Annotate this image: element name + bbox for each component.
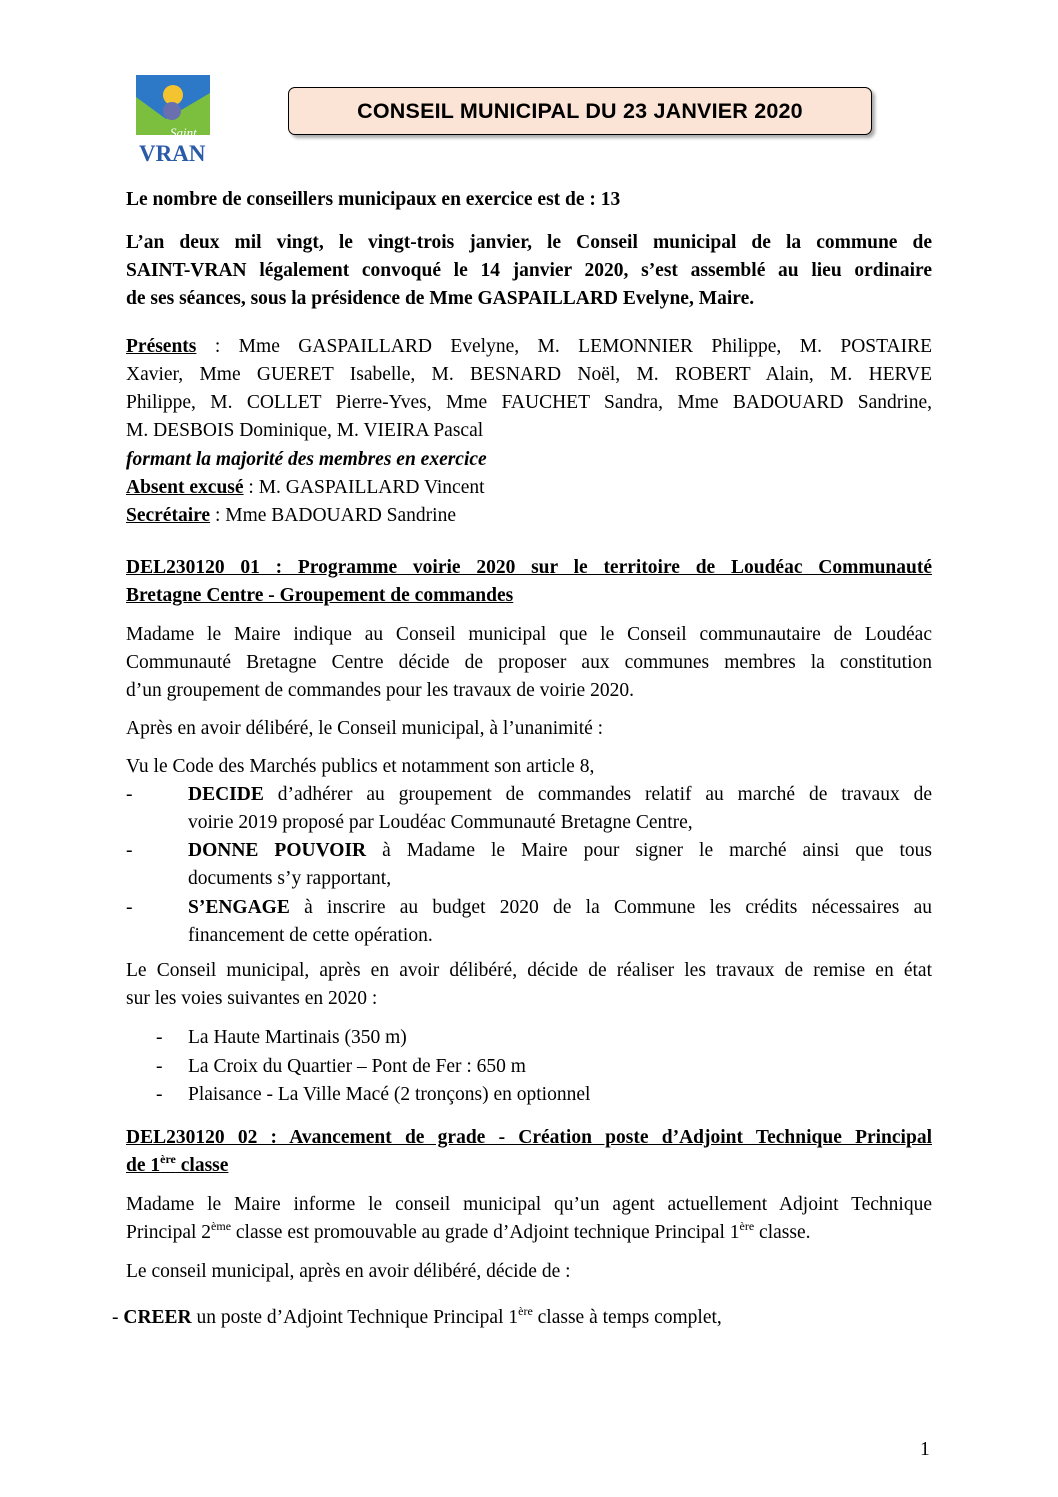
road-item: La Haute Martinais (350 m) [188,1027,407,1048]
meeting-title: CONSEIL MUNICIPAL DU 23 JANVIER 2020 [357,98,803,123]
road-dash: - [156,1056,163,1077]
road-dash: - [156,1084,163,1105]
del2-heading-part: de 1 [126,1155,161,1176]
decide-line-1 [188,783,932,807]
del1-para4-line-2: sur les voies suivantes en 2020 : [126,988,378,1009]
del2-heading-part: classe [175,1155,229,1176]
del2-para1-sup: ère [739,1219,755,1233]
del2-para1-line-2 [126,1221,932,1245]
del2-para1-sup: ème [211,1219,232,1233]
page-number: 1 [920,1439,930,1460]
creer-line [112,1306,918,1330]
engage-line-2: financement de cette opération. [188,925,433,946]
pouvoir-dash: - [126,840,133,861]
councillor-count: Le nombre de conseillers municipaux en exercice est de : 13 [126,189,621,210]
intro-line-2: SAINT-VRAN légalement convoqué le 14 janvier 2020, s’est assemblé au lieu ordinaire [126,260,932,281]
creer-text: classe à temps complet, [532,1307,722,1328]
absent-label: Absent excusé [126,477,244,498]
presents-label: Présents [126,336,197,357]
del1-para1-line-1: Madame le Maire indique au Conseil municipal que le Conseil communautaire de Loudéac [126,624,932,645]
logo-big-text: VRAN [139,141,206,165]
pouvoir-line-2: documents s’y rapportant, [188,868,392,889]
presents-line-3: Philippe, M. COLLET Pierre-Yves, Mme FAUCHET Sandra, Mme BADOUARD Sandrine, [126,392,932,413]
majority-statement: formant la majorité des membres en exercice [126,449,487,470]
creer-sup: ère [518,1304,533,1318]
del1-legal-basis: Vu le Code des Marchés publics et notamment son article 8, [126,756,595,777]
presents-line-1 [126,335,932,359]
presents-line-2: Xavier, Mme GUERET Isabelle, M. BESNARD Noël, M. ROBERT Alain, M. HERVE [126,364,932,385]
intro-line-3: de ses séances, sous la présidence de Mme GASPAILLARD Evelyne, Maire. [126,288,755,309]
absent-line [126,476,932,500]
intro-line-1: L’an deux mil vingt, le vingt-trois janvier, le Conseil municipal de la commune de [126,232,932,253]
del2-heading-line-2 [126,1154,932,1178]
engage-keyword: S’ENGAGE [188,897,290,918]
logo-small-text: Saint [170,125,197,140]
del2-para1-part: classe. [754,1222,811,1243]
secretary-line [126,504,932,528]
absent-value: : M. GASPAILLARD Vincent [243,477,485,498]
del2-heading-line-1: DEL230120 02 : Avancement de grade - Création poste d’Adjoint Technique Principal [126,1127,932,1148]
logo-graphic [136,75,210,165]
road-dash: - [156,1027,163,1048]
engage-dash: - [126,897,133,918]
pouvoir-line-1 [188,839,932,863]
meeting-title-box [288,87,872,135]
creer-keyword: CREER [123,1307,192,1328]
decide-dash: - [126,784,133,805]
del2-para1-part: Principal 2 [126,1222,212,1243]
del1-para4-line-1: Le Conseil municipal, après en avoir délibéré, décide de réaliser les travaux de remise en état [126,960,932,981]
secretary-value: : Mme BADOUARD Sandrine [210,505,456,526]
del1-para1-line-2: Communauté Bretagne Centre décide de proposer aux communes membres la constitution [126,652,932,673]
saint-vran-logo [136,75,210,165]
road-item: La Croix du Quartier – Pont de Fer : 650 m [188,1056,526,1077]
engage-line-1 [188,896,932,920]
decide-keyword: DECIDE [188,784,264,805]
del2-deliberation: Le conseil municipal, après en avoir délibéré, décide de : [126,1261,571,1282]
del2-heading-sup: ère [160,1152,176,1166]
road-item: Plaisance - La Ville Macé (2 tronçons) en optionnel [188,1084,591,1105]
pouvoir-keyword: DONNE POUVOIR [188,840,367,861]
decide-line-2: voirie 2019 proposé par Loudéac Communauté Bretagne Centre, [188,812,693,833]
del1-heading-line-2: Bretagne Centre - Groupement de commandes [126,585,514,606]
del1-deliberation: Après en avoir délibéré, le Conseil municipal, à l’unanimité : [126,718,604,739]
secretary-label: Secrétaire [126,505,211,526]
pouvoir-text: à Madame le Maire pour signer le marché ainsi que tous [366,840,932,861]
decide-text: d’adhérer au groupement de commandes relatif au marché de travaux de [263,784,932,805]
del2-para1-line-1: Madame le Maire informe le conseil municipal qu’un agent actuellement Adjoint Technique [126,1194,932,1215]
engage-text: à inscrire au budget 2020 de la Commune les crédits nécessaires au [289,897,932,918]
del2-para1-part: classe est promouvable au grade d’Adjoint technique Principal 1 [231,1222,740,1243]
del1-heading-line-1: DEL230120 01 : Programme voirie 2020 sur le territoire de Loudéac Communauté [126,557,932,578]
creer-text: un poste d’Adjoint Technique Principal 1 [191,1307,519,1328]
presents-line-4: M. DESBOIS Dominique, M. VIEIRA Pascal [126,420,484,441]
presents-text-1: : Mme GASPAILLARD Evelyne, M. LEMONNIER Philippe, M. POSTAIRE [196,336,932,357]
creer-dash: - [112,1307,124,1328]
del1-para1-line-3: d’un groupement de commandes pour les travaux de voirie 2020. [126,680,634,701]
